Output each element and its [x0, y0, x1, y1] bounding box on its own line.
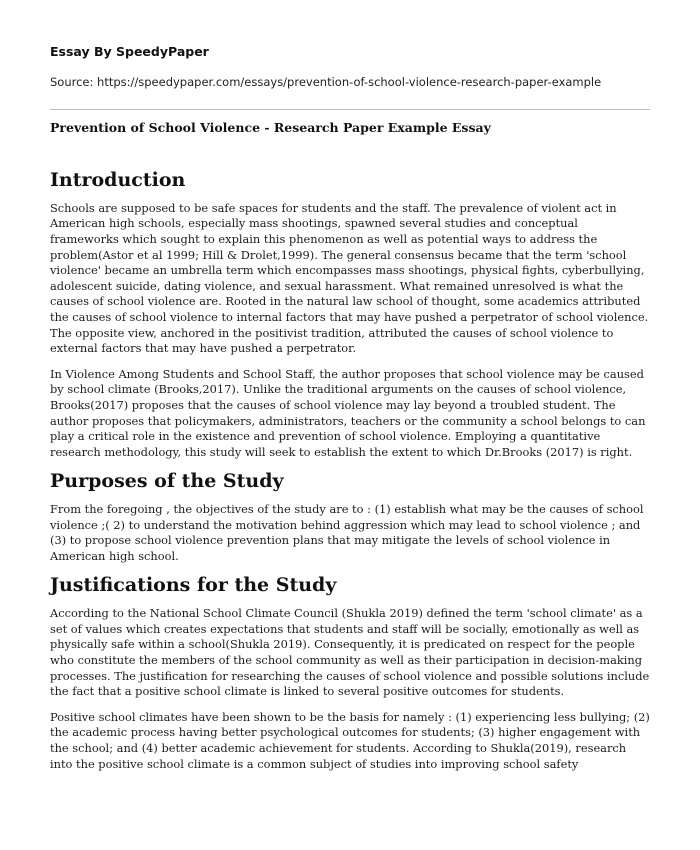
section-heading: Purposes of the Study	[50, 470, 284, 493]
paragraph: According to the National School Climate Council (Shukla 2019) defined the term 'school climate' as a set of values which creates expectations that students and staff will be socially, emotionally as well as physically safe within a school(Shukla 2019). Consequently, it is predicated on respect for the people who constitute the members of the school community as well as their participation in decision-making processes. The justification for researching the causes of school violence and possible solutions include the fact that a positive school climate is linked to several positive outcomes for students.	[50, 606, 650, 699]
paragraph: Schools are supposed to be safe spaces for students and the staff. The prevalence of violent act in American high schools, especially mass shootings, spawned several studies and conceptual frameworks which sought to explain this phenomenon as well as potential ways to address the problem(Astor et al 1999; Hill & Drolet,1999). The general consensus became that the term 'school violence' became an umbrella term which encompasses mass shootings, physical fights, cyberbullying, adolescent suicide, dating violence, and sexual harassment. What remained unresolved is what the causes of school violence are. Rooted in the natural law school of thought, some academics attributed the causes of school violence to internal factors that may have pushed a perpetrator of school violence. The opposite view, anchored in the positivist tradition, attributed the causes of school violence to external factors that may have pushed a perpetrator.	[50, 200, 649, 356]
section-heading: Introduction	[50, 169, 186, 191]
paragraph: In Violence Among Students and School Staff, the author proposes that school violence may be caused by school climate (Brooks,2017). Unlike the traditional arguments on the causes of school violence, Brooks(2017) proposes that the causes of school violence may lay beyond a troubled student. The author proposes that policymakers, administrators, teachers or the community a school belongs to can play a critical role in the existence and prevention of school violence. Employing a quantitative research methodology, this study will seek to establish the extent to which Dr.Brooks (2017) is right.	[50, 366, 646, 459]
section-introduction	[50, 169, 650, 460]
section-purposes	[50, 470, 650, 564]
source-line: Source: https://speedypaper.com/essays/prevention-of-school-violence-research-paper-example	[50, 75, 602, 89]
document-body	[50, 169, 650, 782]
header-divider	[50, 109, 650, 110]
brand-line: Essay By SpeedyPaper	[50, 44, 209, 59]
paragraph: From the foregoing , the objectives of the study are to : (1) establish what may be the causes of school violence ;( 2) to understand the motivation behind aggression which may lead to school violence ; and (3) to propose school violence prevention plans that may mitigate the levels of school violence in American high school.	[50, 502, 644, 563]
section-heading: Justifications for the Study	[50, 574, 337, 597]
document-title: Prevention of School Violence - Research Paper Example Essay	[50, 120, 491, 135]
paragraph: Positive school climates have been shown to be the basis for namely : (1) experiencing less bullying; (2) the academic process having better psychological outcomes for students; (3) higher engagement with the school; and (4) better academic achievement for students. According to Shukla(2019), research into the positive school climate is a common subject of studies into improving school safety	[50, 709, 650, 771]
section-justifications	[50, 574, 650, 772]
